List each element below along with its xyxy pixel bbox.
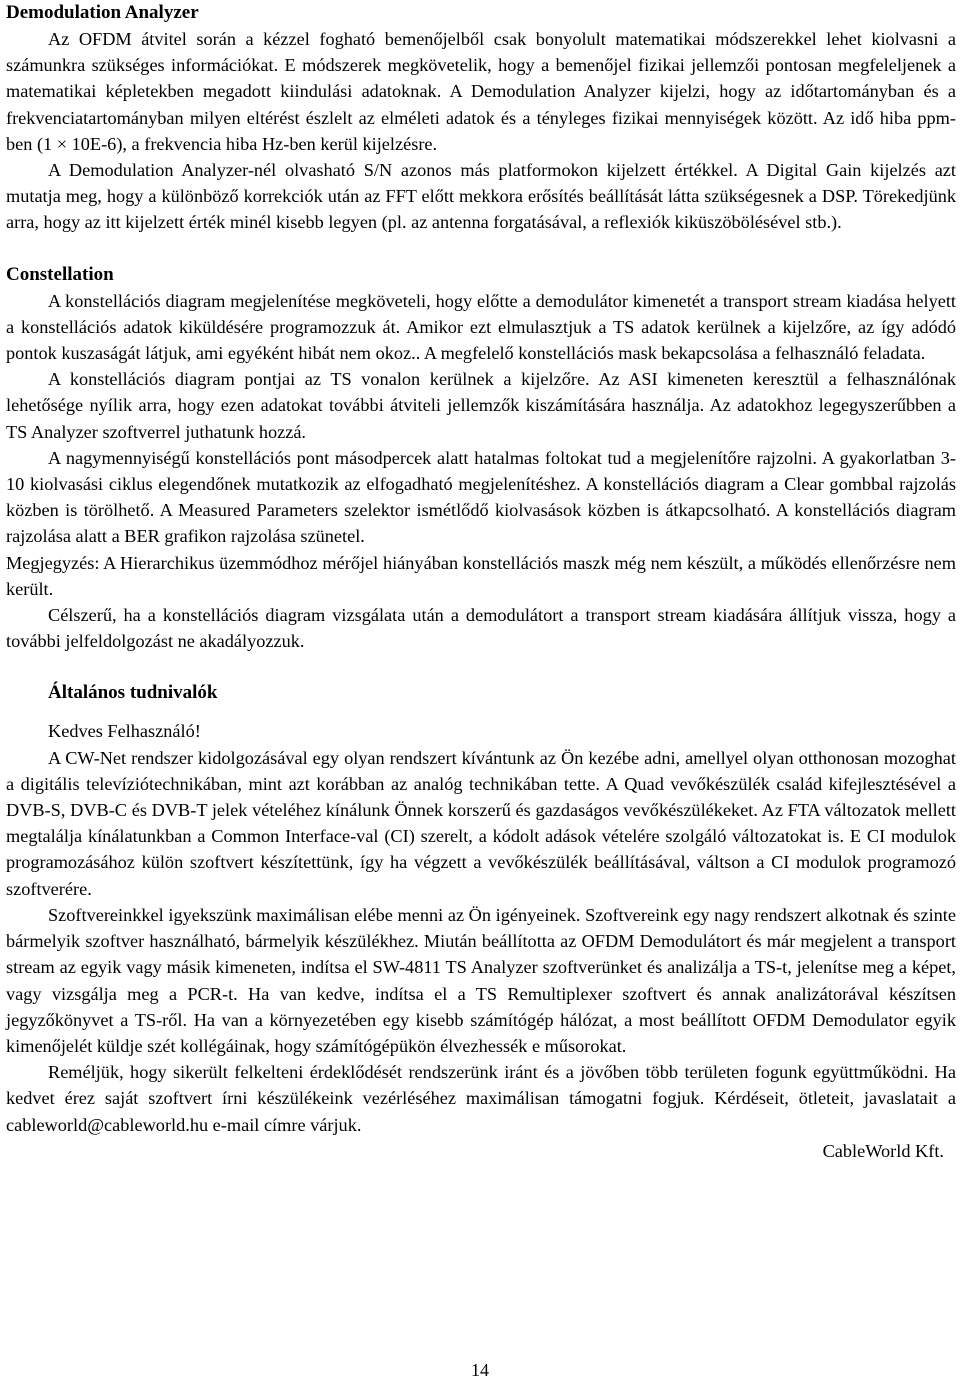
page-number: 14	[471, 1360, 489, 1380]
greeting: Kedves Felhasználó!	[48, 721, 201, 742]
constellation-paragraph-2: A konstellációs diagram pontjai az TS vonalon kerülnek a kijelzőre. Az ASI kimeneten keresztül a felhasználónak lehetősége nyílik arra, hogy ezen adatokat további átviteli jellemzők kiszámítására használja. Az adatokhoz legegyszerűbben a TS Analyzer szoftverrel juthatunk hozzá.	[6, 369, 956, 442]
document-page	[6, 0, 956, 1164]
constellation-paragraph-1: A konstellációs diagram megjelenítése megköveteli, hogy előtte a demodulátor kimenetét a transport stream kiadása helyett a konstellációs adatok kiküldésére programozzuk át. Amikor ezt elmulasztjuk a TS adatok kerülnek a kijelzőre, az így adódó pontok kuszaságát látjuk, ami egyéként hibát nem okoz.. A megfelelő konstellációs mask bekapcsolása a felhasználó feladata.	[6, 290, 956, 364]
section-title-general-info: Általános tudnivalók	[48, 682, 218, 704]
constellation-note: Megjegyzés: A Hierarchikus üzemmódhoz mérőjel hiányában konstellációs maszk még nem készült, a működés ellenőrzésre nem került.	[6, 552, 956, 599]
constellation-paragraph-4: Célszerű, ha a konstellációs diagram vizsgálata után a demodulátort a transport stream kiadására állítjuk vissza, hogy a további jelfeldolgozást ne akadályozzuk.	[6, 605, 956, 652]
demod-paragraph-1: Az OFDM átvitel során a kézzel fogható bemenőjelből csak bonyolult matematikai módszerekkel lehet kiolvasni a számunkra szükséges információkat. E módszerek megkövetelik, hogy a bemenőjel fizikai jellemzői pontosan megfeleljenek a matematikai képletekben megadott kiindulási adatoknak. A Demodulation Analyzer kijelzi, hogy az időtartományban és a frekvenciatartományban milyen eltérést észlelt az elméleti adatok és a tényleges fizikai mennyiségek között. Az idő hiba ppm-ben (1 × 10E-6), a frekvencia hiba Hz-ben kerül kijelzésre.	[6, 29, 956, 154]
general-paragraph-2: Szoftvereinkkel igyekszünk maximálisan elébe menni az Ön igényeinek. Szoftvereink egy nagy rendszert alkotnak és szinte bármelyik szoftver használható, bármelyik készülékhez. Miután beállította az OFDM Demodulátort és már megjelent a transport stream az egyik vagy másik kimeneten, indítsa el SW-4811 TS Analyzer szoftverünket és analizálja a TS-t, jelenítse meg a képet, vagy vizsgálja meg a PCR-t. Ha van kedve, indítsa el a TS Remultiplexer szoftvert és annak analizátorával készítsen jegyzőkönyvet a TS-ről. Ha van a környezetében egy kisebb számítógép hálózat, a most beállított OFDM Demodulator egyik kimenőjelét küldje szét kollégáinak, hogy számítógépükön élvezhessék e műsorokat.	[6, 904, 956, 1056]
general-paragraph-1: A CW-Net rendszer kidolgozásával egy olyan rendszert kívántunk az Ön kezébe adni, amellyel olyan otthonosan mozoghat a digitális televíziótechnikában, mint azt korábban az analóg technikában tette. A Quad vevőkészülék család kifejlesztésével a DVB-S, DVB-C és DVB-T jelek vételéhez kínálunk Önnek korszerű és gazdaságos vevőkészülékeket. Az FTA változatok mellett megtalálja kínálatunkban a Common Interface-val (CI) szerelt, a kódolt adások vételére szolgáló változatokat is. E CI modulok programozásához külön szoftvert készítettünk, így ha végzett a vevőkészülék beállításával, váltson a CI modulok programozó szoftverére.	[6, 747, 956, 899]
demod-paragraph-2: A Demodulation Analyzer-nél olvasható S/N azonos más platformokon kijelzett értékkel. A Digital Gain kijelzés azt mutatja meg, hogy a különböző korrekciók után az FFT előtt mekkora erősítés beállítását látta szükségesnek a DSP. Törekedjünk arra, hogy az itt kijelzett érték minél kisebb legyen (pl. az antenna forgatásával, a reflexiók kiküszöbölésével stb.).	[6, 160, 956, 233]
signature: CableWorld Kft.	[822, 1140, 944, 1161]
section-title-constellation: Constellation	[6, 263, 114, 285]
section-title-demodulation-analyzer: Demodulation Analyzer	[6, 2, 199, 23]
general-paragraph-3: Reméljük, hogy sikerült felkelteni érdeklődését rendszerünk iránt és a jövőben több területen fogunk együttműködni. Ha kedvet érez saját szoftvert írni készülékeink vezérléséhez maximálisan támogatni fogjuk. Kérdéseit, ötleteit, javaslatait a cableworld@cableworld.hu e-mail címre várjuk.	[6, 1062, 956, 1135]
constellation-paragraph-3: A nagymennyiségű konstellációs pont másodpercek alatt hatalmas foltokat tud a megjelenítőre rajzolni. A gyakorlatban 3-10 kiolvasási ciklus elegendőnek mutatkozik az elfogadható megjelenítéshez. A konstellációs diagram a Clear gombbal rajzolás közben is törölhető. A Measured Parameters szelektor ismétlődő kiolvasások közben is átkapcsolható. A konstellációs diagram rajzolása alatt a BER grafikon rajzolása szünetel.	[6, 447, 956, 547]
